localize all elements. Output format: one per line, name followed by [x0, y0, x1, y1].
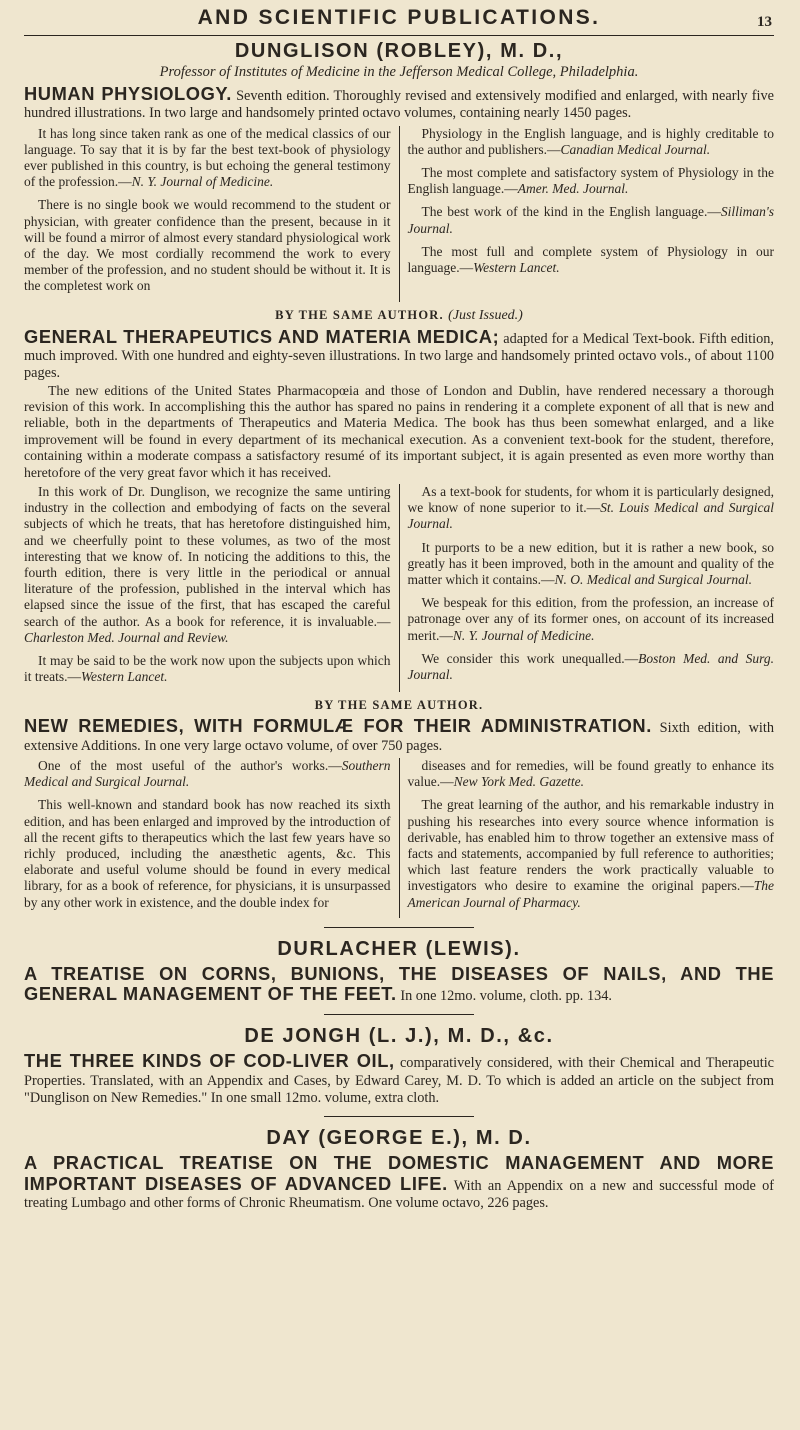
book-entry-corns — [24, 962, 774, 1006]
review-quote — [24, 758, 391, 790]
review-text: diseases and for remedies, will be found greatly to enhance its value.— — [407, 757, 774, 790]
review-source: Western Lancet. — [473, 260, 560, 276]
review-column-right — [400, 758, 775, 918]
section-divider — [324, 1116, 474, 1117]
author-heading: DAY (GEORGE E.), M. D. — [266, 1127, 532, 1150]
review-text: We bespeak for this edition, from the profession, an increase of patronage over any of its former ones, on account of its increased merit.— — [407, 595, 774, 643]
review-quote — [408, 204, 775, 236]
book-title: NEW REMEDIES, WITH FORMULÆ FOR THEIR ADMINISTRATION. — [24, 715, 652, 737]
book-description: In one 12mo. volume, cloth. pp. 134. — [400, 988, 612, 1005]
book-title: A PRACTICAL TREATISE ON THE DOMESTIC MANAGEMENT AND MORE IMPORTANT DISEASES OF ADVANCED LIFE. — [24, 1152, 774, 1194]
review-quote — [408, 126, 775, 158]
review-source: Southern Medical and Surgical Journal. — [24, 757, 391, 790]
review-quote — [408, 244, 775, 276]
review-text: The most complete and satisfactory system of Physiology in the English language.— — [407, 165, 774, 197]
review-quote — [408, 484, 775, 533]
review-source: N. Y. Journal of Medicine. — [452, 627, 595, 643]
book-entry-therapeutics — [24, 325, 774, 383]
review-column-left — [24, 484, 400, 692]
review-quote — [408, 758, 775, 790]
review-text: Physiology in the English language, and is highly creditable to the author and publishers.— — [407, 125, 774, 157]
author-affiliation: Professor of Institutes of Medicine in the Jefferson Medical College, Philadelphia. — [159, 64, 639, 80]
running-title: AND SCIENTIFIC PUBLICATIONS. — [197, 6, 601, 29]
review-text: It has long since taken rank as one of the medical classics of our language. To say that it is by far the best text-book of physiology ever published in this country, is but echoing the general testimony of the profession.— — [24, 125, 391, 190]
section-divider — [324, 1014, 474, 1015]
review-source: N. O. Medical and Surgical Journal. — [554, 571, 752, 587]
review-text: It purports to be a new edition, but it is rather a new book, so greatly has it been improved, both in the amount and quality of the matter which it contains.— — [407, 539, 774, 587]
review-source: Silliman's Journal. — [407, 204, 774, 236]
review-text: The most full and complete system of Physiology in our language.— — [407, 243, 774, 276]
review-source: The American Journal of Pharmacy. — [407, 878, 774, 910]
review-columns — [24, 484, 774, 692]
review-text: It may be said to be the work now upon the subjects upon which it treats.— — [24, 652, 391, 685]
book-notice-paragraph: The new editions of the United States Pharmacopœia and those of London and Dublin, have rendered necessary a thorough revision of this work. In accomplishing this the author has spared no pains in rendering it a complete exponent of all that is new and reliable, both in the departments of Therapeutics and Materia Medica. The book has thus been somewhat enlarged, and a like improvement will be found in every department of its mechanical execution. As a convenient text-book for the student, therefore, containing within a moderate compass a satisfactory resumé of its important subject, it is again presented as even more worthy than heretofore of the very great favor which it has received. — [24, 382, 774, 480]
review-quote — [408, 797, 775, 910]
book-entry-remedies — [24, 717, 774, 755]
review-quote — [408, 540, 775, 589]
review-column-right — [400, 126, 775, 302]
review-source: Canadian Medical Journal. — [560, 141, 711, 157]
book-description: Seventh edition. Thoroughly revised and extensively modified and enlarged, with nearly five hundred illustrations. In two large and handsomely printed octavo volumes, containing nearly 1450 pages. — [24, 88, 775, 122]
review-quote — [408, 595, 775, 644]
review-quote — [24, 197, 391, 294]
review-quote — [24, 653, 391, 685]
author-heading: DUNGLISON (ROBLEY), M. D., — [234, 40, 564, 62]
page-number: 13 — [757, 14, 772, 30]
review-text: There is no single book we would recommend to the student or physician, with greater confidence than the present, because in it will be found a mirror of almost every standard physiological work of the day. We most cordially recommend the work to every member of the profession, and no student should be without it. It is the completest work on — [24, 197, 391, 294]
book-title: GENERAL THERAPEUTICS AND MATERIA MEDICA; — [24, 325, 500, 347]
review-text: This well-known and standard book has now reached its sixth edition, and has been enlarged and improved by the introduction of all the recent gifts to therapeutics which the last few years have so richly produced, including the anæsthetic agents, &c. This elaborate and useful volume should be found in every medical library, for as a book of reference, for physicians, it is unsurpassed by any other work in existence, and the double index for — [24, 797, 391, 910]
by-same-author-label: BY THE SAME AUTHOR. — [275, 307, 444, 322]
book-title: THE THREE KINDS OF COD-LIVER OIL, — [24, 1050, 395, 1072]
by-same-author-label: BY THE SAME AUTHOR. — [314, 698, 484, 713]
review-text: The great learning of the author, and his remarkable industry in pushing his researches into every source whence information is derivable, has enabled him to throw together an extensive mass of facts and statements, accompanied by full reference to authorities; which last feature renders the work practically valuable to investigators who desire to examine the original papers.— — [407, 797, 774, 894]
book-title: HUMAN PHYSIOLOGY. — [24, 83, 232, 104]
just-issued-note: (Just Issued.) — [448, 307, 523, 323]
book-description: adapted for a Medical Text-book. Fifth edition, much improved. With one hundred and eighty-seven illustrations. In two large and handsomely printed octavo vols., of about 1100 pages. — [24, 330, 774, 382]
book-description: With an Appendix on a new and successful mode of treating Lumbago and other forms of Chronic Rheumatism. One volume octavo, 226 pages. — [24, 1177, 774, 1211]
review-column-right — [400, 484, 775, 692]
review-quote — [24, 797, 391, 910]
review-text: One of the most useful of the author's works.— — [38, 757, 342, 773]
review-quote — [24, 126, 391, 191]
by-same-author-line — [24, 698, 774, 713]
review-quote — [408, 165, 775, 197]
review-source: New York Med. Gazette. — [453, 774, 584, 790]
review-source: N. Y. Journal of Medicine. — [131, 174, 274, 190]
review-text: The best work of the kind in the English language.— — [421, 204, 721, 220]
review-columns — [24, 758, 774, 918]
durlacher-section — [24, 938, 774, 1006]
review-column-left — [24, 126, 400, 302]
review-source: Charleston Med. Journal and Review. — [24, 629, 229, 645]
review-text: In this work of Dr. Dunglison, we recognize the same untiring industry in the collection and embodying of facts on the several subjects of which he treats, that has heretofore distinguished him, and we cheerfully point to these volumes, as two of the most interesting that we know of. In noticing the additions to this, the fourth edition, there is very little in the periodical or annual literature of the profession, published in the interval which has elapsed since the issue of the first, that has escaped the careful search of the author. As a book for reference, it is invaluable.— — [24, 483, 391, 629]
book-entry-physiology — [24, 85, 774, 123]
book-entry-advanced-life — [24, 1154, 774, 1212]
book-description: comparatively considered, with their Chemical and Therapeutic Properties. Translated, with an Appendix and Cases, by Edward Carey, M. D. To which is added an article on the subject from "Dunglison on New Remedies." In one small 12mo. volume, extra cloth. — [24, 1055, 775, 1106]
review-text: We consider this work unequalled.— — [421, 650, 639, 666]
de-jongh-section — [24, 1025, 774, 1107]
author-heading: DURLACHER (LEWIS). — [277, 937, 521, 960]
book-description: Sixth edition, with extensive Additions. In one very large octavo volume, of over 750 pages. — [24, 720, 774, 754]
review-quote — [24, 484, 391, 646]
review-quote — [408, 651, 775, 683]
review-columns — [24, 126, 774, 302]
running-head — [24, 6, 774, 36]
review-column-left — [24, 758, 400, 918]
review-source: St. Louis Medical and Surgical Journal. — [407, 500, 774, 532]
review-source: Western Lancet. — [81, 669, 168, 685]
review-source: Boston Med. and Surg. Journal. — [407, 650, 774, 682]
dunglison-section — [24, 40, 774, 918]
day-section — [24, 1127, 774, 1212]
book-entry-cod-liver-oil — [24, 1052, 774, 1107]
book-title: A TREATISE ON CORNS, BUNIONS, THE DISEASES OF NAILS, AND THE GENERAL MANAGEMENT OF THE FEET. — [24, 962, 774, 1005]
author-heading: DE JONGH (L. J.), M. D., &c. — [244, 1025, 554, 1048]
by-same-author-line — [24, 308, 774, 324]
review-source: Amer. Med. Journal. — [517, 181, 629, 197]
review-text: As a text-book for students, for whom it is particularly designed, we know of none superior to it.— — [407, 483, 774, 516]
section-divider — [324, 927, 474, 928]
